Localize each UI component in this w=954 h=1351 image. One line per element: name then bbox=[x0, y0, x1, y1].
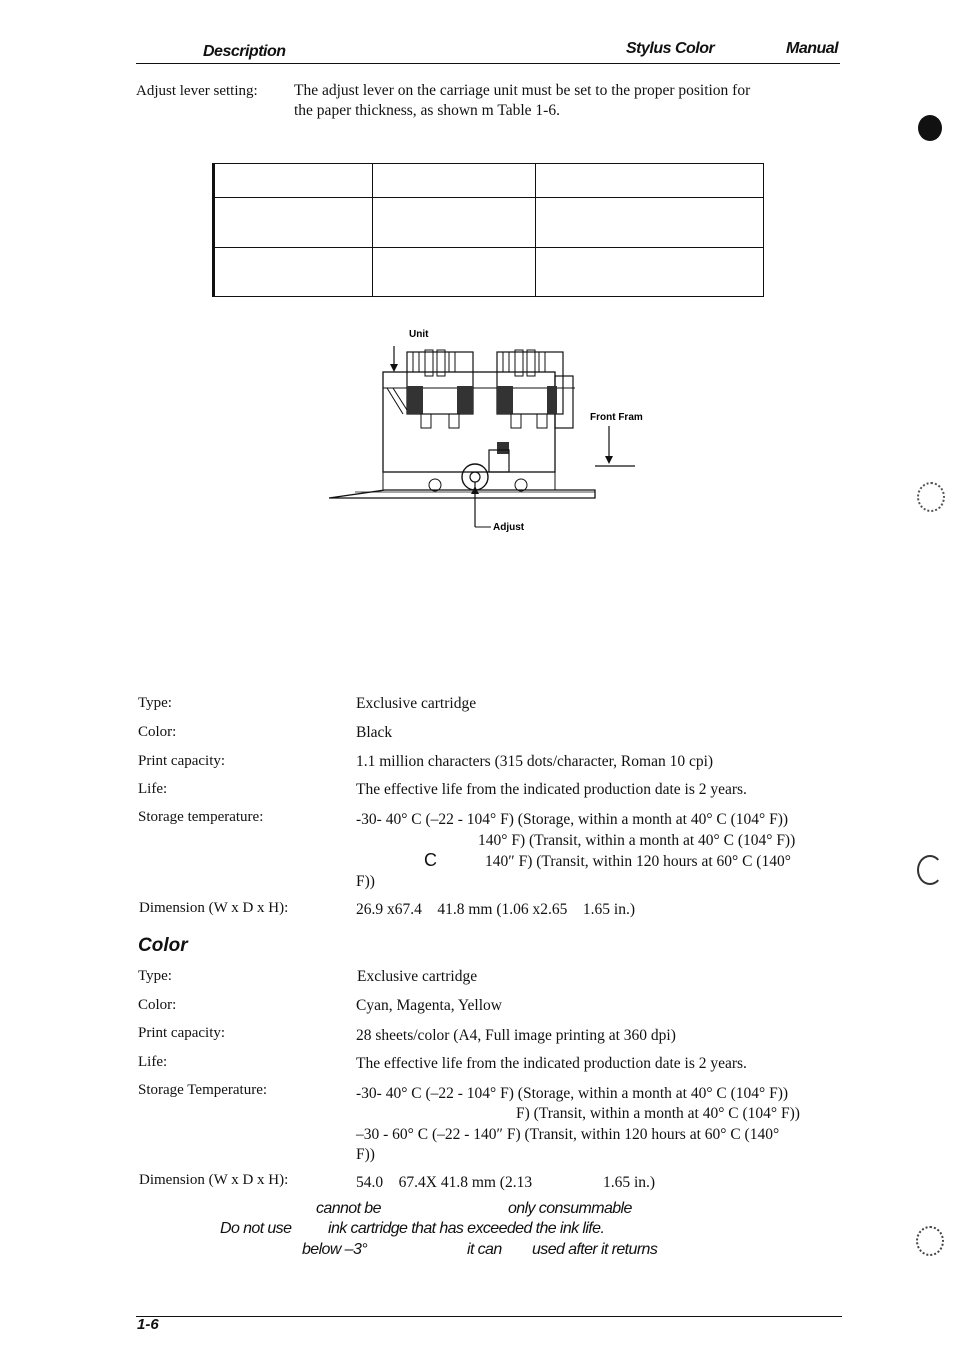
black-type-value: Exclusive cartridge bbox=[356, 695, 477, 712]
black-print-capacity-value: 1.1 million characters (315 dots/character, Roman 10 cpi) bbox=[356, 753, 714, 770]
color-type-value: Exclusive cartridge bbox=[357, 968, 478, 985]
black-type-label: Type: bbox=[138, 695, 172, 711]
black-storage-line4: 140″ F) (Transit, within 120 hours at 60° C (140° bbox=[485, 853, 791, 870]
table-row-divider bbox=[215, 197, 763, 198]
color-storage-line1: -30- 40° C (–22 - 104° F) (Storage, within a month at 40° C (104° F)) bbox=[356, 1085, 789, 1102]
color-type-label: Type: bbox=[138, 968, 172, 984]
color-storage-line3: –30 - 60° C (–22 - 140″ F) (Transit, within 120 hours at 60° C (140° bbox=[356, 1126, 780, 1143]
table-row-divider bbox=[215, 247, 763, 248]
binder-hole-4 bbox=[916, 1226, 944, 1256]
page-number: 1-6 bbox=[137, 1316, 159, 1333]
header-product: Stylus Color bbox=[626, 40, 715, 57]
binder-hole-1 bbox=[918, 115, 942, 141]
black-dimension-value: 26.9 x67.4 41.8 mm (1.06 x2.65 1.65 in.) bbox=[356, 901, 635, 918]
adjust-text-line1: The adjust lever on the carriage unit must be set to the proper position for bbox=[294, 82, 751, 99]
color-storage-label: Storage Temperature: bbox=[138, 1082, 268, 1098]
black-storage-line2: 140° F) (Transit, within a month at 40° C (104° F)) bbox=[478, 832, 796, 849]
table-col-divider bbox=[372, 164, 373, 296]
figure-adjust-label: Adjust bbox=[493, 522, 525, 533]
adjust-label: Adjust lever setting: bbox=[136, 83, 258, 99]
carriage-unit-figure bbox=[325, 322, 655, 537]
black-storage-label: Storage temperature: bbox=[138, 809, 264, 825]
note-line1-a: cannot be bbox=[316, 1200, 381, 1217]
black-storage-line5: F)) bbox=[356, 873, 375, 890]
black-life-label: Life: bbox=[138, 781, 168, 797]
header-rule bbox=[136, 63, 840, 64]
color-life-label: Life: bbox=[138, 1054, 168, 1070]
color-print-capacity-value: 28 sheets/color (A4, Full image printing at 360 dpi) bbox=[356, 1027, 676, 1044]
note-line3-b: it can bbox=[467, 1241, 502, 1258]
binder-hole-2 bbox=[917, 482, 945, 512]
adjust-text-line2: the paper thickness, as shown m Table 1-6. bbox=[294, 102, 560, 119]
note-line3-a: below –3° bbox=[302, 1241, 368, 1258]
header-section: Description bbox=[203, 43, 286, 60]
color-print-capacity-label: Print capacity: bbox=[138, 1025, 226, 1041]
adjust-lever-table bbox=[212, 163, 764, 297]
black-color-value: Black bbox=[356, 724, 393, 741]
black-dimension-label: Dimension (W x D x H): bbox=[139, 900, 289, 916]
black-print-capacity-label: Print capacity: bbox=[138, 753, 226, 769]
table-col-divider bbox=[535, 164, 536, 296]
color-dimension-value-a: 54.0 67.4X 41.8 mm (2.13 bbox=[356, 1174, 533, 1191]
footer-rule bbox=[136, 1316, 842, 1317]
color-color-value: Cyan, Magenta, Yellow bbox=[356, 997, 502, 1014]
color-life-value: The effective life from the indicated production date is 2 years. bbox=[356, 1055, 747, 1072]
black-life-value: The effective life from the indicated production date is 2 years. bbox=[356, 781, 747, 798]
color-dimension-value-b: 1.65 in.) bbox=[603, 1174, 656, 1191]
figure-unit-label: Unit bbox=[409, 329, 429, 340]
black-storage-line3: C bbox=[424, 850, 437, 870]
black-color-label: Color: bbox=[138, 724, 177, 740]
note-line3-c: used after it returns bbox=[532, 1241, 658, 1258]
color-section-heading: Color bbox=[138, 935, 188, 956]
header-doc-type: Manual bbox=[786, 40, 839, 57]
color-dimension-label: Dimension (W x D x H): bbox=[139, 1172, 289, 1188]
figure-front-frame-label: Front Fram bbox=[590, 412, 643, 423]
note-line2-a: Do not use bbox=[220, 1220, 292, 1237]
color-storage-line4: F)) bbox=[356, 1146, 375, 1163]
note-line1-b: only consummable bbox=[508, 1200, 632, 1217]
color-color-label: Color: bbox=[138, 997, 177, 1013]
black-storage-line1: -30- 40° C (–22 - 104° F) (Storage, within a month at 40° C (104° F)) bbox=[356, 811, 789, 828]
note-line2-b: ink cartridge that has exceeded the ink life. bbox=[328, 1220, 605, 1237]
color-storage-line2: F) (Transit, within a month at 40° C (104° F)) bbox=[516, 1105, 800, 1122]
binder-hole-3 bbox=[917, 855, 943, 885]
